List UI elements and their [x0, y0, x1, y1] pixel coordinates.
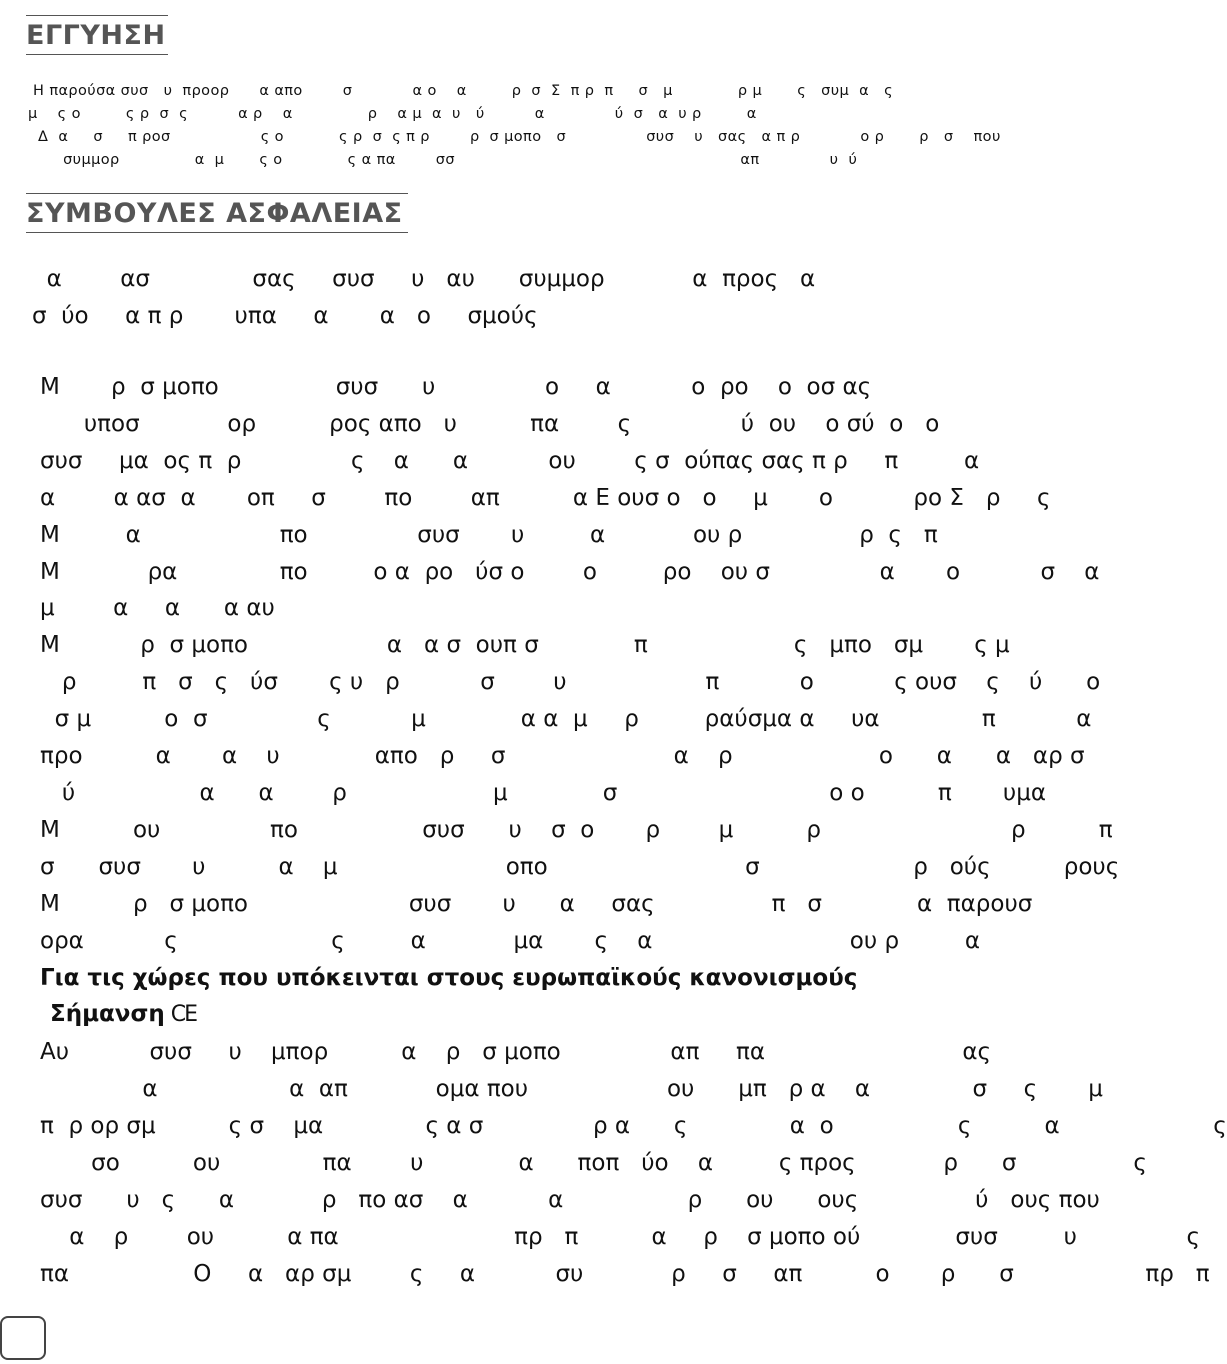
ce-line: συσ υ ς α ρ πο ασ α α ρ ου ους ύ ους που [40, 1186, 1100, 1213]
safety-intro-line: σ ύο α π ρ υπα α α ο σμούς [32, 303, 538, 329]
safety-line: ρ π σ ς ύσ ς υ ρ σ υ π ο ς ουσ ς ύ ο [40, 669, 1101, 696]
warranty-line: Η παρούσα συσ υ προορ α απο σ α ο α ρ σ Σ π ρ π σ μ ρ μ ς συμ α ς [28, 83, 894, 99]
warranty-line: συμμορ α μ ς ο ς α πα σσ απ υ ύ [28, 152, 858, 168]
safety-line: Μ α πο συσ υ α ου ρ ρ ς π [40, 521, 938, 548]
ce-line: πα Ο α αρ σμ ς α συ ρ σ απ ο ρ σ πρ π [40, 1260, 1210, 1287]
ce-line: α α απ ομα που ου μπ ρ α α σ ς μ [40, 1076, 1103, 1103]
ce-line: σο ου πα υ α ποπ ύο α ς προς ρ σ ς [40, 1150, 1147, 1177]
safety-intro-line: α ασ σας συσ υ αυ συμμορ α προς α [32, 266, 816, 292]
safety-line: Μ ρ σ μοπο συσ υ ο α ο ρο ο οσ ας [40, 374, 872, 400]
safety-line: σ συσ υ α μ οπο σ ρ ούς ρους [40, 853, 1120, 880]
safety-line: ύ α α ρ μ σ ο ο π υμα [40, 779, 1046, 806]
safety-line: Μ ρα πο ο α ρο ύσ ο ο ρο ου σ α ο σ α [40, 558, 1100, 585]
ce-line: α ρ ου α πα πρ π α ρ σ μοπο ού συσ υ ς [40, 1223, 1201, 1250]
ce-marking-label: Σήμανση [50, 1001, 165, 1028]
safety-line: ορα ς ς α μα ς α ου ρ α [40, 927, 981, 954]
safety-line: Μ ου πο συσ υ σ ο ρ μ ρ ρ π [40, 816, 1113, 843]
ce-line: Αυ συσ υ μπορ α ρ σ μοπο απ πα ας [40, 1039, 992, 1066]
safety-line: σ μ ο σ ς μ α α μ ρ ραύσμα α υα π α [40, 706, 1092, 733]
ce-mark-icon: CE [170, 1002, 197, 1028]
ce-line: π ρ ορ σμ ς σ μα ς α σ ρ α ς α ο ς α ς [40, 1113, 1227, 1140]
safety-body [40, 369, 1227, 1293]
safety-line: συσ μα ος π ρ ς α α ου ς σ ούπας σας π ρ π α [40, 447, 980, 474]
ce-marking-heading [40, 996, 930, 1034]
safety-line: προ α α υ απο ρ σ α ρ ο α α αρ σ [40, 743, 1085, 770]
warranty-text [28, 80, 1001, 172]
safety-line: Μ ρ σ μοπο α α σ ουπ σ π ς μπο σμ ς μ [40, 632, 1010, 659]
safety-heading: ΣΥΜΒΟΥΛΕΣ ΑΣΦΑΛΕΙΑΣ [26, 193, 408, 233]
warranty-heading: ΕΓΓΥΗΣΗ [26, 15, 168, 55]
eu-regulations-heading: Για τις χώρες που υπόκεινται στους ευρωπαϊκούς κανονισμούς [40, 964, 858, 991]
safety-line: μ α α α αυ [40, 595, 275, 622]
page-number-box [0, 1316, 46, 1360]
safety-line: α α ασ α οπ σ πο απ α Ε ουσ ο ο μ ο ρο Σ ρ ς [40, 484, 1051, 511]
safety-line: υποσ ορ ρος απο υ πα ς ύ ου ο σύ ο ο [40, 410, 940, 437]
safety-intro [32, 261, 922, 335]
warranty-line: μ ς ο ς ρ σ ς α ρ α ρ α μ α υ ύ α ύ σ α υ ρ α [28, 106, 757, 122]
safety-line: Μ ρ σ μοπο συσ υ α σας π σ α παρουσ [40, 890, 1033, 917]
warranty-line: Δ α σ π ροσ ς ο ς ρ σ ς π ρ ρ σ μοπο σ συσ υ σας α π ρ ο ρ ρ σ που [28, 129, 1001, 145]
